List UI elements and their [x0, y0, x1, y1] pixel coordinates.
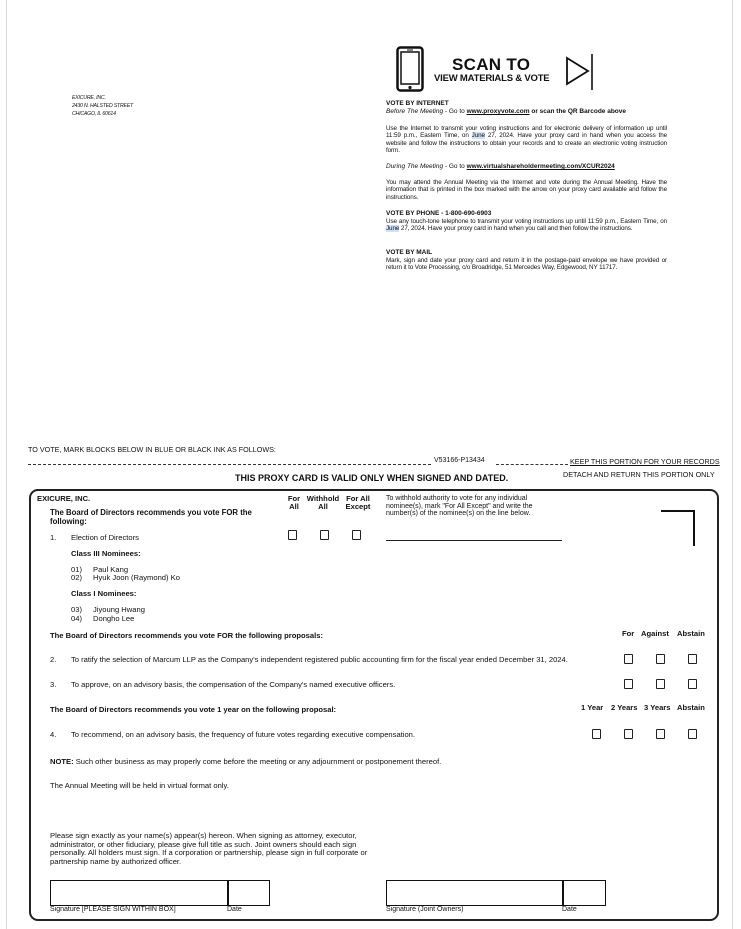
item4-abstain-checkbox[interactable]	[688, 729, 697, 739]
col-for-all-l2: All	[289, 502, 299, 511]
item3-against-checkbox[interactable]	[656, 679, 665, 689]
withhold-instructions: To withhold authority to vote for any individual nominee(s), mark "For All Except" and write the number(s) of the nominee(s) on the line below.	[386, 495, 533, 518]
company-address-line1: 2430 N. HALSTED STREET	[72, 103, 134, 109]
board-rec-line1: The Board of Directors recommends you vote FOR the	[50, 508, 252, 517]
internet-para-a: Use the Internet to transmit your voting instructions and for electronic delivery of information up until 11:59 p.m., Eastern Time, on	[386, 125, 667, 140]
company-name: EXICURE, INC.	[72, 95, 106, 101]
item1-for-all-checkbox[interactable]	[288, 530, 297, 540]
note-label: NOTE:	[50, 757, 74, 766]
frequency-rec: The Board of Directors recommends you vote 1 year on the following proposal:	[50, 705, 337, 714]
phone-para-a: Use any touch-tone telephone to transmit your voting instructions up until 11:59 p.m., Eastern Time, on	[386, 218, 667, 225]
signature-label: Signature [PLEASE SIGN WITHIN BOX]	[50, 906, 176, 913]
phone-para-b: 27, 2024. Have your proxy card in hand when you call and then follow the instructions.	[399, 225, 633, 233]
before-meeting-label: Before The Meeting	[386, 108, 444, 115]
nominee-02-name: Hyuk Joon (Raymond) Ko	[93, 573, 180, 582]
page-border-right	[732, 0, 733, 929]
class1-heading: Class I Nominees:	[71, 589, 137, 598]
class3-heading: Class III Nominees:	[71, 549, 141, 558]
item2-number: 2.	[50, 655, 57, 664]
item4-1-year-checkbox[interactable]	[592, 729, 601, 739]
control-number: V53166-P13434	[434, 457, 485, 464]
date-label: Date	[227, 906, 242, 913]
vote-mail-heading: VOTE BY MAIL	[386, 249, 433, 256]
nominee-04-name: Dongho Lee	[93, 614, 135, 623]
nominee-01-name: Paul Kang	[93, 565, 129, 574]
nominee-01-num: 01)	[71, 565, 82, 574]
item4-number: 4.	[50, 730, 57, 739]
mail-instructions: Mark, sign and date your proxy card and return it in the postage-paid envelope we have provided or return it to Vote Processing, c/o Broadridge, 51 Mercedes Way, Edgewood, NY 11717.	[386, 257, 667, 272]
detach-line-mid	[496, 464, 568, 465]
vote-phone-heading: VOTE BY PHONE - 1-800-690-6903	[386, 210, 492, 217]
phone-para-june: June	[386, 225, 400, 233]
col-2-years: 2 Years	[611, 703, 638, 712]
during-meeting-instructions: You may attend the Annual Meeting via the Internet and vote during the Annual Meeting. Have the information that is printed in the box marked with the arrow on your proxy card available and follow the instructions.	[386, 179, 667, 201]
detach-return-text: DETACH AND RETURN THIS PORTION ONLY	[563, 470, 715, 479]
scan-to-subtitle: VIEW MATERIALS & VOTE	[434, 73, 550, 84]
item2-abstain-checkbox[interactable]	[688, 654, 697, 664]
col-withhold-all	[303, 495, 343, 511]
col-for-all-except	[342, 495, 374, 511]
joint-signature-label: Signature (Joint Owners)	[386, 906, 464, 913]
keep-portion-text: KEEP THIS PORTION FOR YOUR RECORDS	[570, 457, 720, 466]
internet-para-june: June	[471, 132, 485, 140]
item1-text: Election of Directors	[71, 533, 139, 542]
board-rec-line2: following:	[50, 517, 87, 526]
joint-date-box[interactable]	[562, 880, 606, 906]
col-abstain-freq: Abstain	[677, 703, 705, 712]
note-text: Such other business as may properly come before the meeting or any adjournment or postponement thereof.	[73, 757, 442, 766]
phone-icon	[396, 46, 426, 97]
col-withhold-l1: Withhold	[306, 494, 340, 503]
col-for: For	[622, 629, 635, 638]
col-3-years: 3 Years	[644, 703, 671, 712]
col-for-all	[284, 495, 304, 511]
internet-instructions	[386, 125, 667, 155]
joint-signature-box[interactable]	[386, 880, 564, 906]
card-company-name: EXICURE, INC.	[37, 494, 91, 503]
company-address-line2: CHICAGO, IL 60614	[72, 111, 116, 117]
internet-para-b: 27, 2024. Have your proxy card in hand when you access the website and follow the instructions to obtain your records and to create an electronic voting instruction form.	[386, 132, 667, 155]
during-meeting-line	[386, 163, 615, 170]
item2-for-checkbox[interactable]	[624, 654, 633, 664]
before-meeting-rest: or scan the QR Barcode above	[529, 108, 626, 115]
item3-text: To approve, on an advisory basis, the compensation of the Company's named executive officers.	[71, 680, 396, 689]
item1-number: 1.	[50, 533, 57, 542]
phone-instructions	[386, 218, 667, 233]
control-box-corner	[661, 510, 695, 546]
scan-to-title: SCAN TO	[452, 55, 531, 74]
item3-for-checkbox[interactable]	[624, 679, 633, 689]
signature-box[interactable]	[50, 880, 229, 906]
before-meeting-goto: - Go to	[443, 108, 467, 115]
item1-for-all-except-checkbox[interactable]	[352, 530, 361, 540]
nominee-03-name: Jiyoung Hwang	[93, 605, 145, 614]
valid-notice: THIS PROXY CARD IS VALID ONLY WHEN SIGNED AND DATED.	[235, 473, 509, 483]
nominee-03-num: 03)	[71, 605, 82, 614]
joint-date-label: Date	[562, 906, 577, 913]
col-against: Against	[641, 629, 669, 638]
item3-number: 3.	[50, 680, 57, 689]
item4-3-years-checkbox[interactable]	[656, 729, 665, 739]
nominee-04-num: 04)	[71, 614, 82, 623]
page-border-left	[6, 0, 7, 929]
col-abstain: Abstain	[677, 629, 705, 638]
date-box[interactable]	[227, 880, 270, 906]
proposals-rec: The Board of Directors recommends you vote FOR the following proposals:	[50, 631, 323, 640]
virtual-meeting-note: The Annual Meeting will be held in virtual format only.	[50, 781, 229, 790]
during-meeting-label: During The Meeting	[386, 163, 444, 170]
nominee-02-num: 02)	[71, 573, 82, 582]
col-except-l1: For All	[346, 494, 370, 503]
item2-against-checkbox[interactable]	[656, 654, 665, 664]
item4-text: To recommend, on an advisory basis, the frequency of future votes regarding executive compensation.	[71, 730, 416, 739]
col-except-l2: Except	[345, 502, 371, 511]
voting-instructions: TO VOTE, MARK BLOCKS BELOW IN BLUE OR BLACK INK AS FOLLOWS:	[28, 445, 276, 454]
item4-2-years-checkbox[interactable]	[624, 729, 633, 739]
arrow-icon	[565, 53, 597, 96]
detach-line-left	[28, 464, 431, 465]
col-1-year: 1 Year	[581, 703, 604, 712]
col-for-all-l1: For	[287, 494, 301, 503]
item3-abstain-checkbox[interactable]	[688, 679, 697, 689]
col-withhold-l2: All	[318, 502, 328, 511]
signing-instructions: Please sign exactly as your name(s) appear(s) hereon. When signing as attorney, executor, administrator, or other fiduciary, please give full title as such. Joint owners should each sign personally. All holders must sign. If a corporation or partnership, please sign in full corporate or partnership name by authorized officer.	[50, 831, 368, 866]
note-line	[50, 757, 441, 766]
virtual-meeting-link[interactable]: www.virtualshareholdermeeting.com/XCUR2024	[466, 163, 615, 170]
before-meeting-line	[386, 108, 626, 115]
proxyvote-link[interactable]: www.proxyvote.com	[466, 108, 530, 115]
during-meeting-goto: - Go to	[443, 163, 467, 170]
vote-internet-heading: VOTE BY INTERNET	[386, 100, 449, 107]
item2-text: To ratify the selection of Marcum LLP as the Company's independent registered public accounting firm for the fiscal year ended December 31, 2024.	[71, 655, 568, 664]
item1-withhold-all-checkbox[interactable]	[320, 530, 329, 540]
nominee-write-in-line[interactable]	[386, 540, 562, 541]
